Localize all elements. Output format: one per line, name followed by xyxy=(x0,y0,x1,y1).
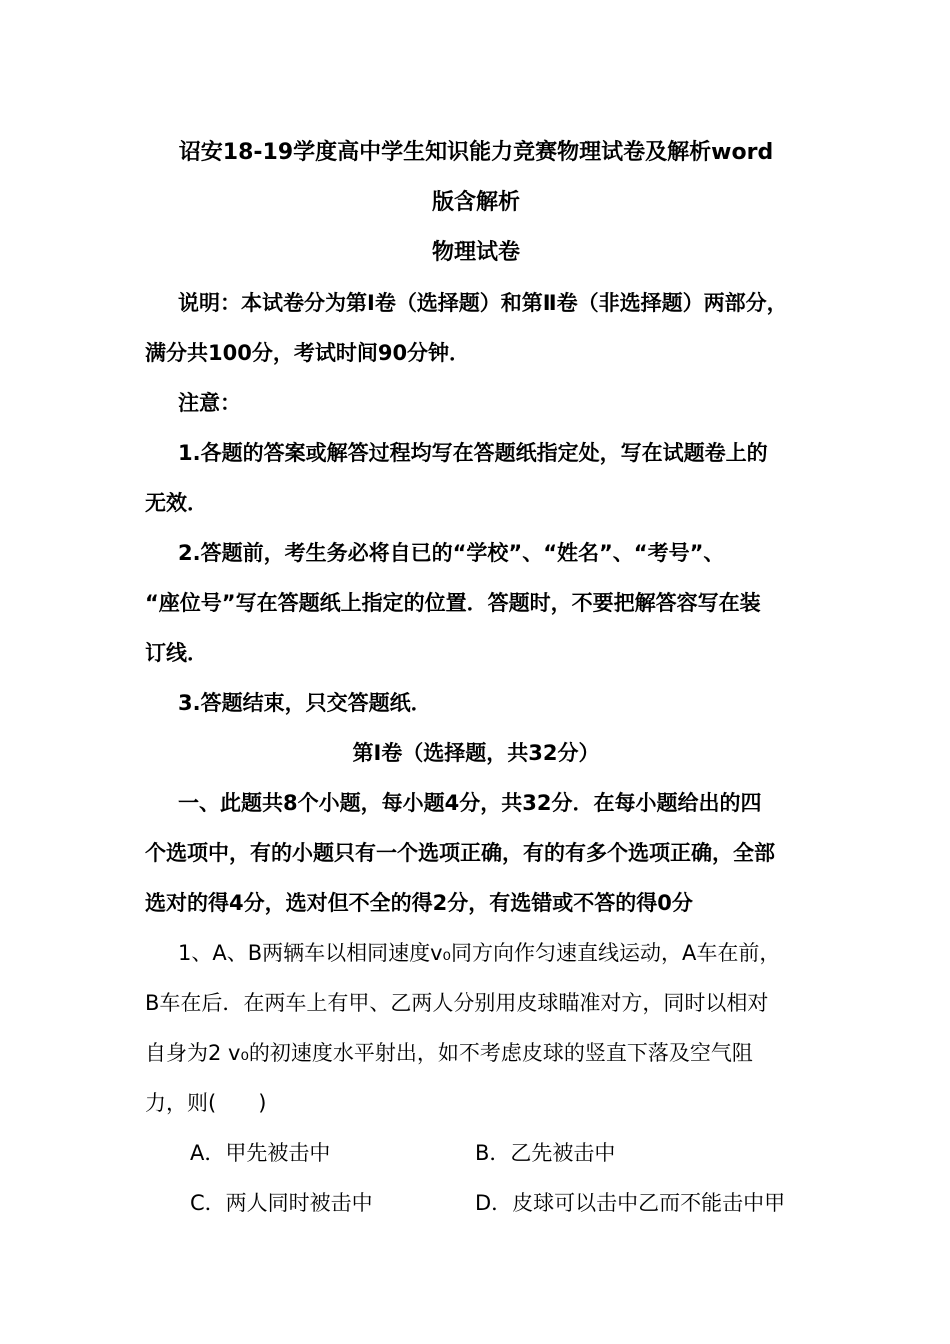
question-1-options-row-2 xyxy=(145,1178,807,1228)
question-1-options-row-1 xyxy=(145,1128,807,1178)
question-1-line-4: 力，则( ) xyxy=(145,1091,267,1115)
part-instructions-line-3: 选对的得4分，选对但不全的得2分，有选错或不答的得0分 xyxy=(145,891,693,915)
note-label: 注意： xyxy=(178,391,241,415)
instructions-line-2: 满分共100分，考试时间90分钟． xyxy=(145,341,471,365)
instructions-line-1: 说明：本试卷分为第Ⅰ卷（选择题）和第Ⅱ卷（非选择题）两部分， xyxy=(178,291,788,315)
document-title-line-2: 版含解析 xyxy=(431,190,520,215)
note-item-1-line-1: 1.各题的答案或解答过程均写在答题纸指定处，写在试题卷上的 xyxy=(178,441,768,465)
note-item-2-line-1: 2.答题前，考生务必将自已的“学校”、“姓名”、“考号”、 xyxy=(178,541,725,565)
note-item-2-line-3: 订线． xyxy=(145,641,208,665)
note-item-2-line-2: “座位号”写在答题纸上指定的位置．答题时，不要把解答容写在装 xyxy=(145,591,761,615)
part-instructions-line-2: 个选项中，有的小题只有一个选项正确，有的有多个选项正确，全部 xyxy=(145,841,775,865)
option-b: B．乙先被击中 xyxy=(475,1141,616,1165)
document-page xyxy=(145,128,807,1228)
question-1-line-3: 自身为2 v₀的初速度水平射出，如不考虑皮球的竖直下落及空气阻 xyxy=(145,1041,753,1065)
option-a: A．甲先被击中 xyxy=(190,1141,331,1165)
document-title-line-1: 诏安18-19学度高中学生知识能力竞赛物理试卷及解析word xyxy=(178,140,774,165)
question-1-line-2: B车在后．在两车上有甲、乙两人分别用皮球瞄准对方，同时以相对 xyxy=(145,991,769,1015)
question-1-line-1: 1、A、B两辆车以相同速度v₀同方向作匀速直线运动，A车在前， xyxy=(178,941,781,965)
note-item-1-line-2: 无效． xyxy=(145,491,208,515)
part-instructions-line-1: 一、此题共8个小题，每小题4分，共32分．在每小题给出的四 xyxy=(178,791,762,815)
section-heading: 第Ⅰ卷（选择题，共32分） xyxy=(352,741,600,765)
option-c: C．两人同时被击中 xyxy=(190,1191,373,1215)
note-item-3: 3.答题结束，只交答题纸． xyxy=(178,691,432,715)
document-subtitle: 物理试卷 xyxy=(431,240,520,265)
option-d: D．皮球可以击中乙而不能击中甲 xyxy=(475,1191,786,1215)
